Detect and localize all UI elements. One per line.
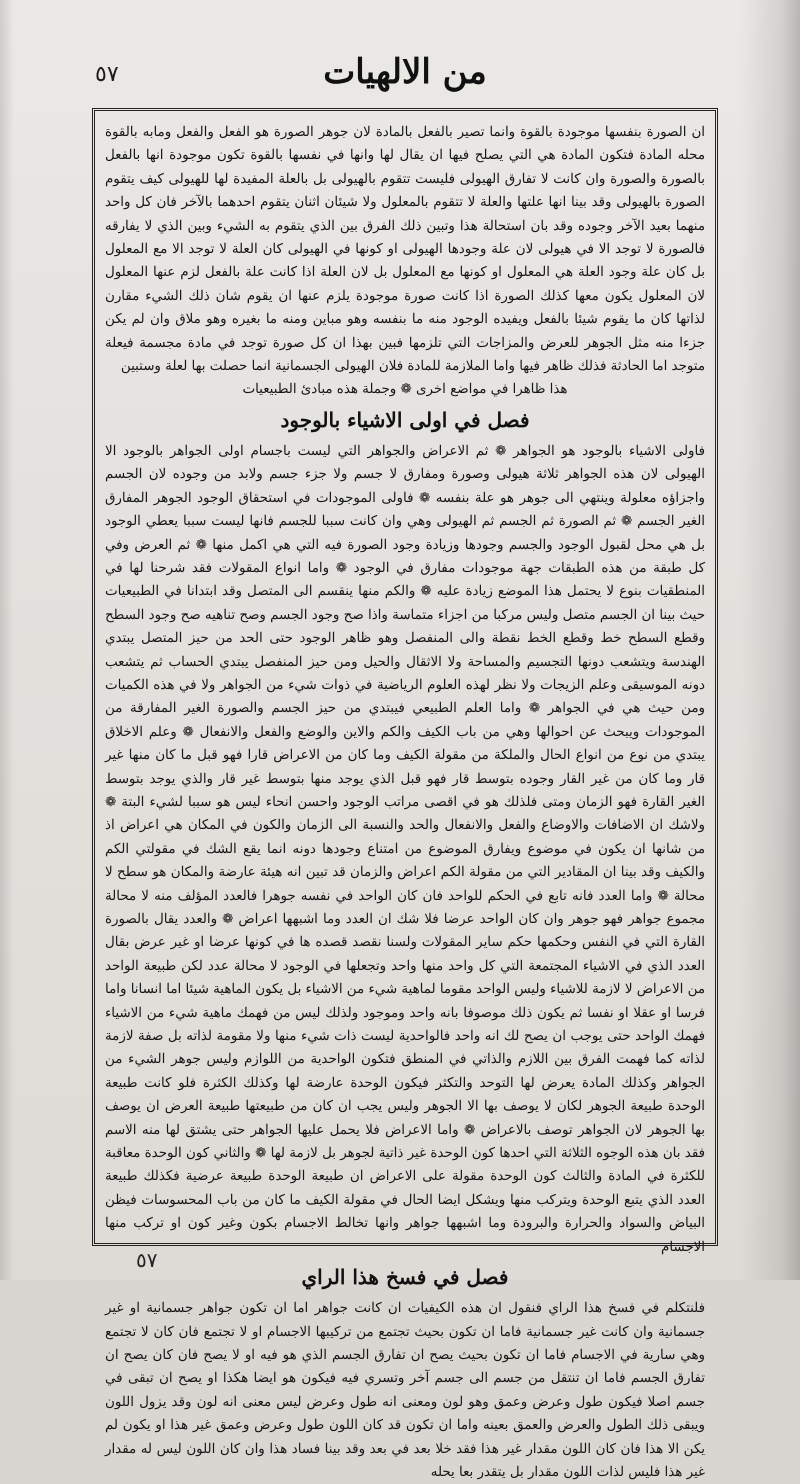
paragraph-3: فلنتكلم في فسخ هذا الراي فنقول ان هذه الكيفيات ان كانت جواهر اما ان تكون جواهر جسمانية او غير جسمانية وان كانت غير جسمانية فاما ان تكون بحيث تجتمع من تركيبها الاجسام او لا تجتمع فان كان لا تجتمع وهي سارية في الاجسام فاما ان تكون بحيث يصح ان تفارق الجسم الذي هو فيه او لا يصح فان كان يصح ان تفارق الجسم فاما ان تنتقل من جسم الى جسم آخر وتسري فيه فيكون هو ايضا هكذا او يصح ان تبقى في جسم اصلا فيكون طول وعرض وعمق وهو لون ومعنى انه طول وعرض ليس معنى انه لون وقد يزول اللون ويبقى ذلك الطول والعرض والعمق بعينه واما ان تكون قد كان اللون طول وعرض وعمق غير هذا او يكون لم يكن الا هذا فان كان اللون مقدار غير هذا فقد خلا بعد في بعد وقد بينا فساد هذا وان كان اللون ليس له مقدار غير هذا فليس لذات اللون مقدار بل يتقدر بعا يحله [105, 1301, 705, 1480]
binding-shadow [740, 0, 800, 1280]
page-edge-shadow [0, 0, 14, 1280]
page-number-top: ٥٧ [95, 62, 119, 87]
running-title: من الالهيات [323, 52, 487, 92]
page-header [95, 52, 715, 100]
page-number-bottom: ٥٧ [136, 1248, 158, 1272]
paragraph-1-end: هذا ظاهرا في مواضع اخرى ❁ وجملة هذه مبادئ الطبيعيات [242, 382, 568, 398]
paragraph-2: فاولى الاشياء بالوجود هو الجواهر ❁ ثم الاعراض والجواهر التي ليست باجسام اولى الجواهر بالوجود الا الهيولى لان هذه الجواهر ثلاثة هيولى وصورة ومفارق لا جسم ولا جزء جسم ولابد من وجوده لان الجسم واجزاؤه معلولة وينتهي الى جوهر هو علة بنفسه ❁ فاولى الموجودات في استحقاق الوجود الجوهر المفارق الغير الجسم ❁ ثم الصورة ثم الجسم ثم الهيولى وهي وان كانت سببا للجسم فانها ليست سببا يعطي الوجود بل هي محل لقبول الوجود والجسم وجودها وزيادة وجود الصورة فيه التي هي اكمل منها ❁ ثم العرض وفي كل طبقة من هذه الطبقات جهة موجودات مفارق في الوجود ❁ واما انواع المقولات فقد شرحنا لها في المنطقيات بنوع لا يحتمل هذا الموضع زيادة عليه ❁ والكم منها ينقسم الى المتصل وقد ابتدانا في الطبيعيات حيث بينا ان الجسم متصل وليس مركبا من اجزاء متماسة واذا صح وجود الجسم وصح تناهيه صح وجود السطح وقطع السطح خط وقطع الخط نقطة والى المنفصل وهو ظاهر الوجود حتى الحد من حيز المتصل يبتدي الهندسة ويتشعب دونها التجسيم والمساحة ولا الاثقال والحيل ومن حيز المنفصل يبتدي الحساب ثم يتشعب دونه الموسيقى وعلم الزيجات ولا نظر لهذه العلوم الرياضية في ذوات شيء من الجواهر ولا في هذه الكميات ومن حيث هي في الجواهر ❁ واما العلم الطبيعي فيبتدي من حيز الجسم والصورة الغير المفارقة من الموجودات ويبحث عن احوالها وهي من باب الكيف والكم والاين والوضع والفعل والانفعال ❁ وعلم الاخلاق يبتدي من نوع من انواع الحال والملكة من مقولة الكيف وما كان من الاعراض قارا فهو قبل ما كان منها غير قار وما كان من غير القار وجوده بتوسط قار فهو قبل الذي يوجد منها بتوسط غير قار والذي يوجد بتوسط الغير القارة فهو الزمان ومتى فلذلك هو في اقصى مراتب الوجود واحسن انحاء ليس هو سببا لشيء البتة ❁ ولاشك ان الاضافات والاوضاع والفعل والانفعال والحد والنسبة الى الزمان والكون في المكان هي اعراض اذ من شانها ان يكون في موضوع ويفارق الموضوع من امتناع وجودها دونه انما يقع الشك في مقولتي الكم والكيف وقد بينا ان المقادير التي من مقولة الكم اعراض والزمان قد تبين انه هيئة عارضة والمكان هو سطح لا محالة ❁ واما العدد فانه تابع في الحكم للواحد فان كان الواحد في نفسه جوهرا فالعدد المؤلف منه لا محالة مجموع جواهر فهو جوهر وان كان الواحد عرضا فلا شك ان العدد وما اشبهها اعراض ❁ والعدد يقال بالصورة القارة التي في النفس وحكمها حكم ساير المقولات ولسنا نقصد قصده ها في كونها عرضا او غير عرض بقال العدد الذي في الاشياء المجتمعة التي كل واحد منها واحد وتجعلها في الوجود لا محالة عدد لكن طبيعة الواحد من الاعراض لا لازمة للاشياء وليس الواحد مقوما لماهية شيء من الاشياء بل يكون الماهية شيئا اما انسانا واما فرسا او عقلا او نفسا ثم يكون ذلك موصوفا بانه واحد وموجود ولذلك ليس من فهمك ماهية شيء من الاشياء فهمك الواحد حتى يوجب ان يصح لك انه واحد فالواحدية ليست ذات شيء منها ولا مقومة لذاته بل صفة لازمة لذاته كما فهمت الفرق بين اللازم والذاتي في المنطق فتكون الواحدية من اللوازم وليس جوهر الشيء من الجواهر وكذلك المادة يعرض لها التوحد والتكثر فيكون الوحدة عارضة لها وكذلك الكثرة فلو كانت طبيعة الوحدة طبيعة الجوهر لكان لا يوصف بها الا الجوهر وليس يجب ان كان من طبيعتها طبيعة العرض ان يوصف بها الجوهر لان الجواهر توصف بالاعراض ❁ واما الاعراض فلا يحمل عليها الجواهر حتى يشتق لها منه الاسم فقد بان هذه الوجوه الثلاثة التي احدها كون الوحدة غير ذاتية لجوهر بل لازمة لها ❁ والثاني كون الوحدة معاقبة للكثرة في المادة والثالث كون الوحدة مقولة على الاعراض ان طبيعة الوحدة طبيعة عرضية فكذلك طبيعة العدد الذي يتبع الوحدة ويتركب منها ويشكل ايضا الحال في مقولة الكيف ما كان من باب المحسوسات فيظن البياض والسواد والحرارة والبرودة وما اشبهها جواهر وانها تخالط الاجسام بكون وغير كون او تركب منها الاجسام [105, 443, 705, 1255]
paragraph-1: ان الصورة بنفسها موجودة بالقوة وانما تصير بالفعل بالمادة لان جوهر الصورة هو الفعل والفعل ومابه بالقوة محله المادة فتكون المادة هي التي يصلح فيها ان يقال لها وانها في نفسها بالقوة تكون موجودة انها بالفعل بالصورة والصورة وان كانت لا تفارق الهيولى فليست تتقوم بالهيولى بل بالعلة المفيدة لها للهيولى كيف يتقوم الصورة بالهيولى وقد بينا انها علتها والعلة لا تتقوم بالمعلول ولا شيئان اثنان يتقوم احدهما بالآخر فان كل واحد منهما بعيد الآخر وجوده وقد بان استحالة هذا وتبين ذلك الفرق بين الذي يتقوم به الشيء وبين الذي لا يفارقه فالصورة لا توجد الا في هيولى لان علة وجودها الهيولى او كونها في الهيولى كان العلة لا توجد الا مع المعلول بل كان علة وجود العلة هي المعلول او كونها مع المعلول بل لان العلة اذا كانت علة بالفعل لزم عنها المعلول لان المعلول يكون معها كذلك الصورة اذا كانت صورة موجودة يلزم عنها ان يقوم شان ذلك الشيء مقارن لذاتها كان ما يقوم شيئا بالفعل ويفيده الوجود منه ما بنفسه وهو مباين ومنه ما بغيره وهو ملاق وان لم يكن جزءا منه مثل الجوهر للعرض والمزاجات التي تلزمها فبين بهذا ان كل صورة توجد في مادة مجسمة فيعلة متوجد اما الحادثة فذلك ظاهر فيها واما الملازمة للمادة فلان الهيولى الجسمانية انما حصلت بها لعلة وستبين [105, 125, 705, 375]
section-heading-2: فصل في فسخ هذا الراي [301, 1265, 509, 1290]
body-text [105, 121, 705, 1484]
section-heading-1: فصل في اولى الاشياء بالوجود [280, 407, 530, 432]
